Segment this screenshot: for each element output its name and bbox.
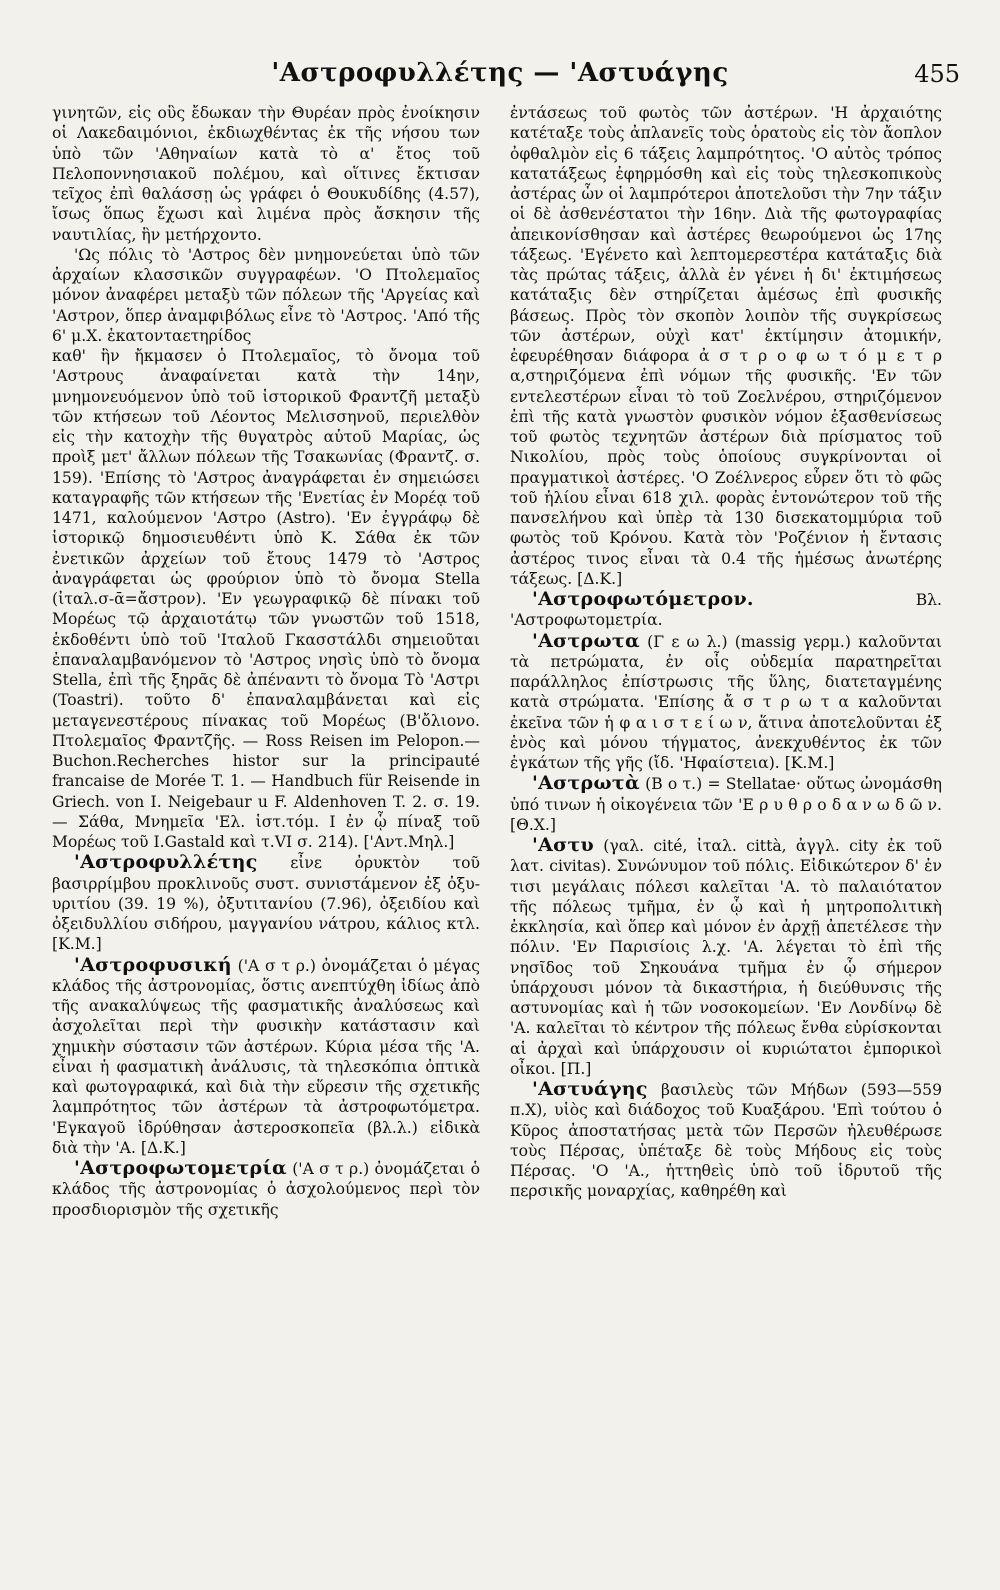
entry-astyagis xyxy=(510,1079,942,1202)
headword: 'Αστροφυλλέτης xyxy=(74,851,258,874)
running-title: 'Αστροφυλλέτης — 'Αστυάγης xyxy=(271,58,729,88)
headword: 'Αστρωτὰ xyxy=(532,772,640,795)
entry-text: εἶνε ὀρυκτὸν τοῦ βασιρρίμβου προκλινοῦς συστ. συνιστάμενον ἐξ ὀξυ-υριτίου (39. 19 %), ὀξυτιτανίου (7.96), ὀξειδίου καὶ ὀξειδυλλίου σιδήρου, μαγγανίου νάτρου, κάλιος κτλ. [Κ.Μ.] xyxy=(52,854,480,954)
right-column xyxy=(510,103,942,1573)
entry-asty xyxy=(510,835,942,1079)
left-column xyxy=(52,103,480,1573)
paragraph: καθ' ἣν ἤκμασεν ὁ Πτολεμαῖος, τὸ ὄνομα τοῦ 'Αστρους ἀναφαίνεται κατὰ τὴν 14ην, μνημονευόμενον ὑπὸ τοῦ ἱστορικοῦ Φραντζῆ μεταξὺ τῶν κτήσεων τοῦ Λέοντος Μελισσηνοῦ, περιελθὸν εἰς τὴν κατοχὴν τῆς θυγατρὸς αὐτοῦ Μαρίας, ὡς προὶξ μετ' ἄλλων πόλεων τῆς Τσακωνίας (Φραντζ. σ. 159). 'Επίσης τὸ 'Αστρος ἀναγράφεται ἐν σημειώσει καταγραφῆς τῶν κτήσεων τῆς 'Ενετίας ἐν Μορέᾳ τοῦ 1471, καλούμενον 'Αστρο (Astro). 'Εν ἐγγράφῳ δὲ ἱστορικῷ δημοσιευθέντι ὑπὸ Κ. Σάθα ἐκ τῶν ἐνετικῶν ἀρχείων τοῦ ἔτους 1479 τὸ 'Αστρος ἀναγράφεται ὡς φρούριον ὑπὸ τὸ ὄνομα Stella (ἰταλ.σ-ᾱ=ἄστρον). 'Εν γεωγραφικῷ δὲ πίνακι τοῦ Μορέως τῷ ἀρχαιοτάτῳ τῶν γνωστῶν τοῦ 1518, ἐκδοθέντι ὑπὸ τοῦ 'Ιταλοῦ Γκασστάλδι σημειοῦται ἐπαναλαμβανόμενον τὸ 'Αστρος νησὶς ὑπὸ τὸ ὄνομα Stella, ἐπὶ τῆς ξηρᾶς δὲ ἀπέναντι τὸ ὄνομα Τὸ 'Αστρι (Toastri). τοῦτο δ' ἐπαναλαμβάνεται καὶ εἰς μεταγενεστέρους πίνακας τοῦ Μορέως (Β'ὄλιονο. Πτολεμαῖος Φραντζῆς. — Ross Reisen im Pelopon.—Buchon.Recherches histor sur la principauté francaise de Morée T. 1. — Handbuch für Reisende in Griech. von I. Neigebaur u F. Aldenhoven T. 2. σ. 19. — Σάθα, Μνημεῖα 'Ελ. ἱστ.τόμ. Ι ἐν ᾧ πίναξ τοῦ Μορέως τοῦ I.Gastald καὶ τ.VI σ. 214). ['Αντ.Μηλ.] xyxy=(52,347,480,851)
entry-text: ('Α σ τ ρ.) ὀνομάζεται ὁ μέγας κλάδος τῆς ἀστρονομίας, ὅστις ανεπτύχθη ἰδίως ἀπὸ τῆς ανακαλύψεως τῆς φασματικῆς ἀναλύσεως καὶ ἀσχολεῖται περὶ τὴν φυσικὴν κατάστασιν καὶ χημικὴν σύστασιν τῶν ἀστέρων. Κύρια μέσα τῆς 'Α. εἶναι ἡ φασματικὴ ἀνάλυσις, τὰ τηλεσκόπια ὀπτικὰ καὶ φωτογραφικά, καὶ διὰ τὴν εὕρεσιν τῆς σχετικῆς λαμπρότητος τῶν ἀστέρων τὰ ἀστροφωτόμετρα. 'Εγκαγοῦ ἱδρύθησαν ἀστεροσκοπεῖα (βλ.λ.) εἰδικὰ διὰ τὴν 'Α. [Δ.Κ.] xyxy=(52,956,480,1157)
entry-astrofylletis xyxy=(52,852,480,954)
headword: 'Αστροφωτομετρία xyxy=(74,1157,287,1179)
headword: 'Αστυ xyxy=(532,834,595,856)
entry-text: (Β ο τ.) = Stellatae· οὕτως ὠνομάσθη ὑπό τινων ἡ οἰκογένεια τῶν 'Ε ρ υ θ ρ ο δ α ν ω δ ῶ ν. [Θ.Χ.] xyxy=(510,775,942,834)
entry-text: βασιλεὺς τῶν Μήδων (593—559 π.Χ), υἱὸς καὶ διάδοχος τοῦ Κυαξάρου. 'Επὶ τούτου ὁ Κῦρος ἀποστατήσας μετὰ τῶν Περσῶν ἠλευθέρωσε τοὺς Πέρσας, ὑπέταξε δὲ τοὺς Μήδους εἰς τοὺς Πέρσας. 'Ο 'Α., ἡττηθεὶς ὑπὸ τοῦ ἱδρυτοῦ τῆς περσικῆς μοναρχίας, καθηρέθη καὶ xyxy=(510,1081,942,1201)
entry-astrota xyxy=(510,631,942,774)
paragraph: γινητῶν, εἰς οὓς ἔδωκαν τὴν Θυρέαν πρὸς ἐνοίκησιν οἱ Λακεδαιμόνιοι, ἐκδιωχθέντας ἐκ τῆς νήσου των ὑπὸ τῶν 'Αθηναίων κατὰ τὸ α' ἔτος τοῦ Πελοποννησιακοῦ πολέμου, καὶ οἵτινες ἔκτισαν τεῖχος ἐπὶ θαλάσσῃ ὡς γράφει ὁ Θουκυδίδης (4.57), ἴσως ὅπως ἔχωσι καὶ λιμένα πρὸς ἄσκησιν τῆς ναυτιλίας, ἣν μετήρχοντο. xyxy=(52,104,480,244)
entry-text: Βλ. 'Αστροφωτομετρία. xyxy=(510,591,942,630)
entry-astrota-bot xyxy=(510,773,942,835)
headword: 'Αστροφωτόμετρον. xyxy=(532,588,754,610)
headword: 'Αστρωτα xyxy=(532,629,640,652)
entry-astrofotometria xyxy=(52,1158,480,1220)
page-header xyxy=(40,58,960,98)
headword: 'Αστροφυσική xyxy=(74,953,232,976)
entry-astrofotometron xyxy=(510,589,942,631)
entry-text: ('Α σ τ ρ.) ὀνομάζεται ὁ κλάδος τῆς ἀστρονομίας ὁ ἀσχολούμενος περὶ τὸν προσδιορισμὸν τῆς σχετικῆς xyxy=(52,1160,480,1219)
entry-text: (γαλ. cité, ἰταλ. città, ἀγγλ. city ἐκ τοῦ λατ. civitas). Συνώνυμον τοῦ πόλις. Εἰδικώτερον δ' ἐν τισι μεγάλαις πόλεσι καλεῖται 'Α. τὸ παλαιότατον τῆς πόλεως τμῆμα, ἐν ᾧ καὶ ἡ μητροπολιτικὴ ἐκκλησία, καὶ ὅπερ καὶ μόνον ἐν ἀρχῇ ἀπετέλεσε τὴν πόλιν. 'Εν Παρισίοις λ.χ. 'Α. λέγεται τὸ ἐπὶ τῆς νησῖδος τοῦ Σηκουάνα τμῆμα ἐν ᾧ σήμερον ὑπάρχουσι μόνον τὰ δικαστήρια, ἡ διεύθυνσις τῆς αστυνομίας καὶ ἡ τῶν νοσοκομείων. 'Εν Λονδίνῳ δὲ 'Α. καλεῖται τὸ κέντρον τῆς πόλεως ἔνθα εὑρίσκονται αἱ ἀρχαὶ καὶ ὑπάρχουσιν οἱ κυριώτατοι ἐμπορικοὶ οἶκοι. [Π.] xyxy=(510,837,942,1078)
entry-astrofysiki xyxy=(52,955,480,1159)
headword: 'Αστυάγης xyxy=(532,1078,648,1100)
page-number: 455 xyxy=(914,60,960,88)
paragraph: ἐντάσεως τοῦ φωτὸς τῶν ἀστέρων. 'Η ἀρχαιότης κατέταξε τοὺς ἀπλανεῖς τοὺς ὁρατοὺς εἰς τὸν ἄοπλον ὀφθαλμὸν εἰς 6 τάξεις λαμπρότητος. 'Ο αὐτὸς τρόπος κατατάξεως ἐφηρμόσθη καὶ εἰς τοὺς τηλεσκοπικοὺς ἀστέρας ὧν οἱ λαμπρότεροι ἀποτελοῦσι τὴν 7ην τάξιν οἱ δὲ ἀσθενέστατοι τὴν 16ην. Διὰ τῆς φωτογραφίας ἀπεικονίσθησαν καὶ ἀστέρες θεωρούμενοι ὡς 17ης τάξεως. 'Εγένετο καὶ λεπτομερεστέρα κατάταξις διὰ τὰς πρώτας τάξεις, ἀλλὰ ἐν γένει ἡ δι' ἐκτιμήσεως κατάταξις δὲν στηρίζεται ἀμέσως ἐπὶ φυσικῆς βάσεως. Πρὸς τὸν σκοπὸν λοιπὸν τῆς συγκρίσεως τῶν ἀστέρων, οὐχὶ κατ' ἐκτίμησιν ἀτομικήν, ἐφευρέθησαν διάφορα ἀ σ τ ρ ο φ ω τ ό μ ε τ ρ α,στηριζόμενα ἐπὶ νόμων τῆς φυσικῆς. 'Εν τῶν εντελεστέρων εἶναι τὸ τοῦ Ζοελνέρου, στηριζόμενον ἐπὶ τῆς κατὰ γνωστὸν φυσικὸν νόμον ἐξασθενίσεως τοῦ φωτὸς τεχνητῶν ἀστέρων διὰ πρίσματος τοῦ Νικολίου, πρὸς τοὺς ὁποίους συγκρίνονται οἱ πραγματικοὶ ἀστέρες. 'Ο Ζοέλνερος εὗρεν ὅτι τὸ φῶς τοῦ ἡλίου εἶναι 618 χιλ. φορὰς ἐντονώτερον τοῦ τῆς πανσελήνου καὶ ὑπὲρ τὰ 130 δισεκατομμύρια τοῦ φωτὸς τοῦ Κρόνου. Κατὰ τὸν 'Ροζένιον ἡ ἔντασις ἀστέρος τινος εἶναι τὰ 0.4 τῆς ἡμέσως ἀνωτέρης τάξεως. [Δ.Κ.] xyxy=(510,104,942,588)
paragraph: 'Ως πόλις τὸ 'Αστρος δὲν μνημονεύεται ὑπὸ τῶν ἀρχαίων κλασσικῶν συγγραφέων. 'Ο Πτολεμαῖος μόνον ἀναφέρει μεταξὺ τῶν πόλεων τῆς 'Αργείας καὶ 'Αστρον, ὅπερ ἀναμφιβόλως εἶνε τὸ 'Αστρος. 'Από τῆς 6' μ.Χ. ἑκατονταετηρίδος xyxy=(52,245,480,345)
entry-text: (Γ ε ω λ.) (massig γερμ.) καλοῦνται τὰ πετρώματα, ἐν οἷς οὐδεμία παρατηρεῖται παράλληλος ἐπίστρωσις τῆς ὕλης, διατεταγμένης κατὰ στρώματα. 'Επίσης ἄ σ τ ρ ω τ α καλοῦνται ἐκεῖνα τῶν ἡ φ α ι σ τ ε ί ω ν, ἅτινα ἀποτελοῦνται ἐξ ἑνὸς καὶ μόνου τήγματος, ἀνεκχυθέντος ἐκ τῶν ἐγκάτων τῆς γῆς (ἴδ. 'Ηφαίστεια). [Κ.Μ.] xyxy=(510,632,942,772)
